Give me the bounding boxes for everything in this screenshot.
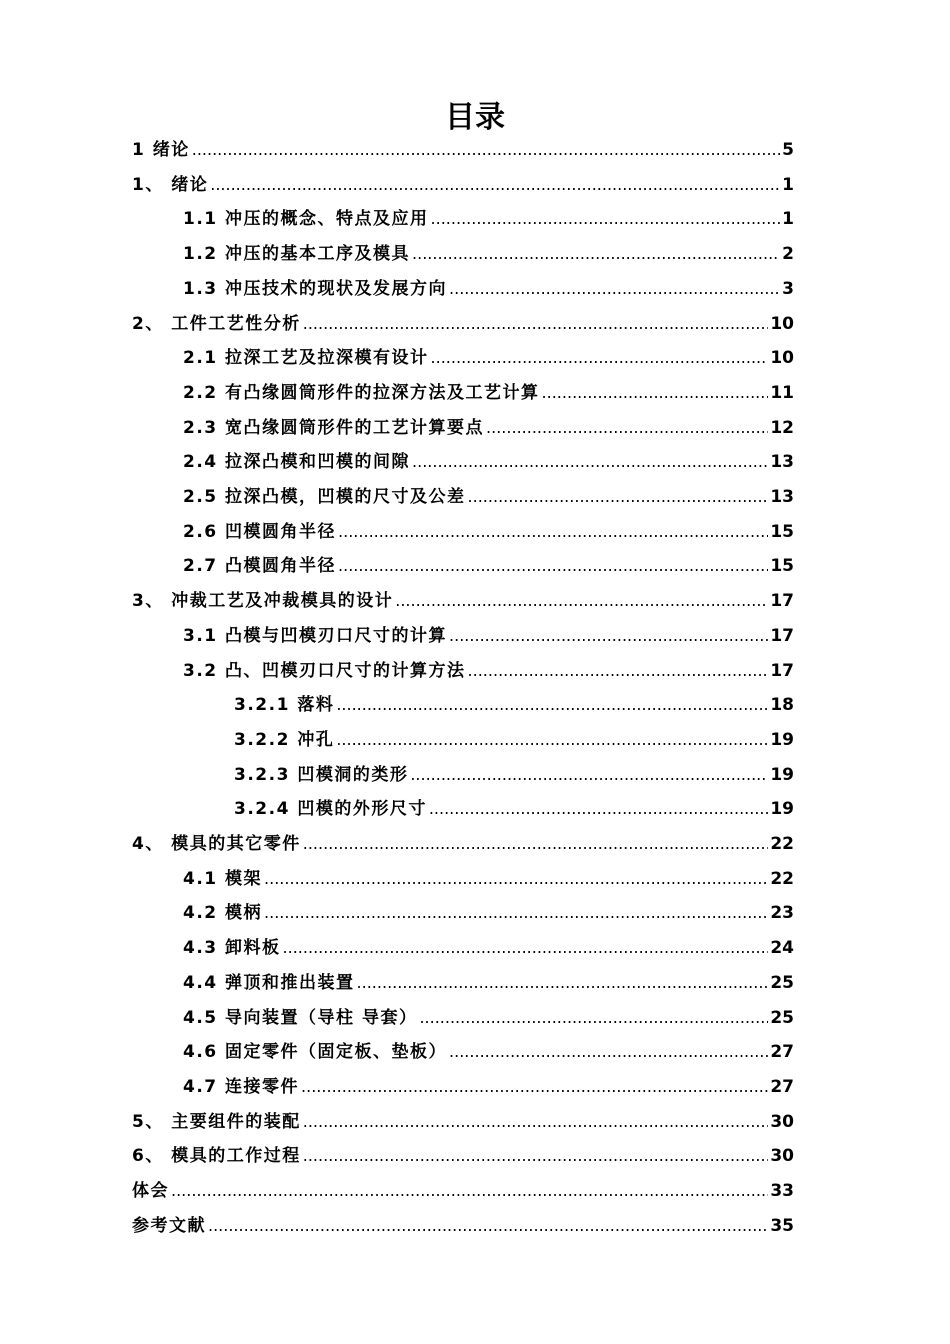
toc-entry[interactable] bbox=[183, 1036, 794, 1068]
toc-entry[interactable] bbox=[132, 134, 794, 166]
toc-entry-title: 3.2.3 凹模洞的类形 bbox=[234, 764, 409, 785]
toc-entry[interactable] bbox=[183, 1002, 794, 1034]
toc-dot-leader bbox=[338, 550, 768, 582]
toc-entry-title: 2.3 宽凸缘圆筒形件的工艺计算要点 bbox=[183, 417, 485, 438]
toc-entry-title: 3.2.1 落料 bbox=[234, 695, 335, 716]
toc-entry-title: 4.3 卸料板 bbox=[183, 938, 281, 959]
toc-dot-leader bbox=[410, 759, 768, 791]
toc-dot-leader bbox=[542, 377, 769, 409]
toc-page-number: 13 bbox=[770, 452, 794, 473]
toc-entry[interactable] bbox=[234, 793, 794, 825]
toc-page-number: 24 bbox=[770, 938, 794, 959]
toc-entry-title: 3.2.2 冲孔 bbox=[234, 729, 335, 750]
toc-entry-title: 3.2 凸、凹模刃口尺寸的计算方法 bbox=[183, 660, 466, 681]
toc-page-number: 17 bbox=[770, 625, 794, 646]
toc-dot-leader bbox=[264, 863, 768, 895]
toc-page-number: 11 bbox=[770, 382, 794, 403]
toc-entry[interactable] bbox=[183, 550, 794, 582]
toc-entry[interactable] bbox=[183, 203, 794, 235]
toc-dot-leader bbox=[429, 793, 769, 825]
toc-page-number: 22 bbox=[770, 868, 794, 889]
toc-entry[interactable] bbox=[183, 897, 794, 929]
toc-page-number: 1 bbox=[782, 209, 794, 230]
toc-page-number: 10 bbox=[770, 313, 794, 334]
toc-dot-leader bbox=[431, 342, 769, 374]
toc-page-number: 19 bbox=[770, 799, 794, 820]
toc-page-number: 23 bbox=[770, 903, 794, 924]
toc-entry[interactable] bbox=[132, 1210, 794, 1242]
toc-dot-leader bbox=[303, 828, 769, 860]
toc-entry-title: 4.1 模架 bbox=[183, 868, 263, 889]
toc-entry[interactable] bbox=[183, 932, 794, 964]
toc-entry[interactable] bbox=[132, 1106, 794, 1138]
toc-entry-title: 4.5 导向装置（导柱 导套） bbox=[183, 1007, 418, 1028]
toc-dot-leader bbox=[357, 967, 769, 999]
toc-page-number: 35 bbox=[770, 1215, 794, 1236]
toc-entry-title: 1.1 冲压的概念、特点及应用 bbox=[183, 209, 429, 230]
toc-dot-leader bbox=[468, 481, 769, 513]
toc-entry-title: 6、 模具的工作过程 bbox=[132, 1146, 301, 1167]
toc-dot-leader bbox=[192, 134, 780, 166]
toc-entry-title: 1.2 冲压的基本工序及模具 bbox=[183, 244, 411, 265]
toc-entry-title: 5、 主要组件的装配 bbox=[132, 1111, 301, 1132]
toc-dot-leader bbox=[171, 1175, 768, 1207]
toc-dot-leader bbox=[419, 1002, 768, 1034]
toc-page-number: 27 bbox=[770, 1042, 794, 1063]
toc-entry[interactable] bbox=[234, 759, 794, 791]
toc-page-number: 15 bbox=[770, 556, 794, 577]
toc-entry[interactable] bbox=[183, 967, 794, 999]
toc-entry[interactable] bbox=[132, 585, 794, 617]
toc-entry[interactable] bbox=[183, 655, 794, 687]
toc-page-number: 30 bbox=[770, 1111, 794, 1132]
toc-dot-leader bbox=[303, 1106, 769, 1138]
toc-entry[interactable] bbox=[132, 1175, 794, 1207]
toc-dot-leader bbox=[338, 516, 768, 548]
toc-entry-title: 2.2 有凸缘圆筒形件的拉深方法及工艺计算 bbox=[183, 382, 540, 403]
toc-entry[interactable] bbox=[132, 828, 794, 860]
toc-page-number: 13 bbox=[770, 487, 794, 507]
toc-page-number: 30 bbox=[770, 1146, 794, 1167]
toc-entry[interactable] bbox=[183, 273, 794, 305]
toc-dot-leader bbox=[449, 1036, 768, 1068]
toc-entry[interactable] bbox=[183, 412, 794, 444]
toc-page-number: 2 bbox=[782, 244, 794, 265]
toc-dot-leader bbox=[303, 1140, 769, 1172]
toc-page-number: 12 bbox=[770, 417, 794, 438]
toc-entry[interactable] bbox=[132, 169, 794, 201]
toc-dot-leader bbox=[283, 932, 769, 964]
toc-dot-leader bbox=[449, 273, 780, 305]
toc-entry-title: 2.5 拉深凸模，凹模的尺寸及公差 bbox=[183, 487, 466, 507]
toc-entry[interactable] bbox=[183, 516, 794, 548]
toc-page-number: 25 bbox=[770, 972, 794, 993]
toc-dot-leader bbox=[412, 238, 780, 270]
toc-page-number: 5 bbox=[782, 140, 794, 160]
toc-entry-title: 4.2 模柄 bbox=[183, 903, 263, 924]
toc-dot-leader bbox=[468, 655, 769, 687]
toc-page-number: 17 bbox=[770, 660, 794, 681]
toc-page-number: 33 bbox=[770, 1181, 794, 1201]
toc-entry[interactable] bbox=[183, 446, 794, 478]
toc-entry-title: 参考文献 bbox=[132, 1215, 206, 1236]
toc-page-number: 19 bbox=[770, 764, 794, 785]
toc-entry-title: 4、 模具的其它零件 bbox=[132, 834, 301, 854]
toc-entry[interactable] bbox=[132, 1140, 794, 1172]
toc-entry-title: 1 绪论 bbox=[132, 140, 190, 160]
toc-page-number: 22 bbox=[770, 834, 794, 854]
toc-dot-leader bbox=[264, 897, 768, 929]
toc-entry[interactable] bbox=[132, 308, 794, 340]
toc-entry-title: 2.1 拉深工艺及拉深模有设计 bbox=[183, 348, 429, 369]
toc-entry-title: 3、 冲裁工艺及冲裁模具的设计 bbox=[132, 591, 394, 612]
toc-entry-title: 2.4 拉深凸模和凹模的间隙 bbox=[183, 452, 411, 473]
toc-entry-title: 4.6 固定零件（固定板、垫板） bbox=[183, 1042, 448, 1063]
toc-page-number: 10 bbox=[770, 348, 794, 369]
toc-dot-leader bbox=[210, 169, 780, 201]
toc-dot-leader bbox=[395, 585, 768, 617]
toc-entry-title: 4.7 连接零件 bbox=[183, 1076, 300, 1097]
toc-dot-leader bbox=[449, 620, 768, 652]
toc-page-number: 18 bbox=[770, 695, 794, 716]
toc-entry-title: 1、 绪论 bbox=[132, 174, 209, 195]
toc-entry-title: 2.7 凸模圆角半径 bbox=[183, 556, 337, 577]
toc-entry[interactable] bbox=[183, 620, 794, 652]
toc-entry[interactable] bbox=[183, 481, 794, 513]
toc-page-number: 27 bbox=[770, 1076, 794, 1097]
toc-dot-leader bbox=[431, 203, 781, 235]
toc-dot-leader bbox=[208, 1210, 768, 1242]
toc-page-number: 17 bbox=[770, 591, 794, 612]
toc-dot-leader bbox=[412, 446, 768, 478]
toc-page-number: 25 bbox=[770, 1007, 794, 1028]
toc-dot-leader bbox=[336, 724, 768, 756]
toc-entry[interactable] bbox=[234, 724, 794, 756]
toc-page-number: 19 bbox=[770, 729, 794, 750]
toc-dot-leader bbox=[336, 689, 768, 721]
toc-dot-leader bbox=[301, 1071, 768, 1103]
toc-dot-leader bbox=[486, 412, 768, 444]
toc-entry-title: 体会 bbox=[132, 1181, 169, 1201]
toc-entry-title: 1.3 冲压技术的现状及发展方向 bbox=[183, 278, 448, 299]
toc-dot-leader bbox=[303, 308, 769, 340]
toc-entry[interactable] bbox=[183, 1071, 794, 1103]
toc-entry[interactable] bbox=[183, 863, 794, 895]
toc-entry-title: 4.4 弹顶和推出装置 bbox=[183, 972, 355, 993]
toc-entry[interactable] bbox=[234, 689, 794, 721]
toc-page-number: 3 bbox=[782, 278, 794, 299]
toc-entry-title: 3.2.4 凹模的外形尺寸 bbox=[234, 799, 427, 820]
toc-page-number: 15 bbox=[770, 521, 794, 542]
toc-entry[interactable] bbox=[183, 342, 794, 374]
toc-entry[interactable] bbox=[183, 238, 794, 270]
toc-entry-title: 3.1 凸模与凹模刃口尺寸的计算 bbox=[183, 625, 448, 646]
toc-entry-title: 2.6 凹模圆角半径 bbox=[183, 521, 337, 542]
toc-entry[interactable] bbox=[183, 377, 794, 409]
page-title: 目录 bbox=[445, 100, 505, 135]
toc-entry-title: 2、 工件工艺性分析 bbox=[132, 313, 301, 334]
toc-page-number: 1 bbox=[782, 174, 794, 195]
